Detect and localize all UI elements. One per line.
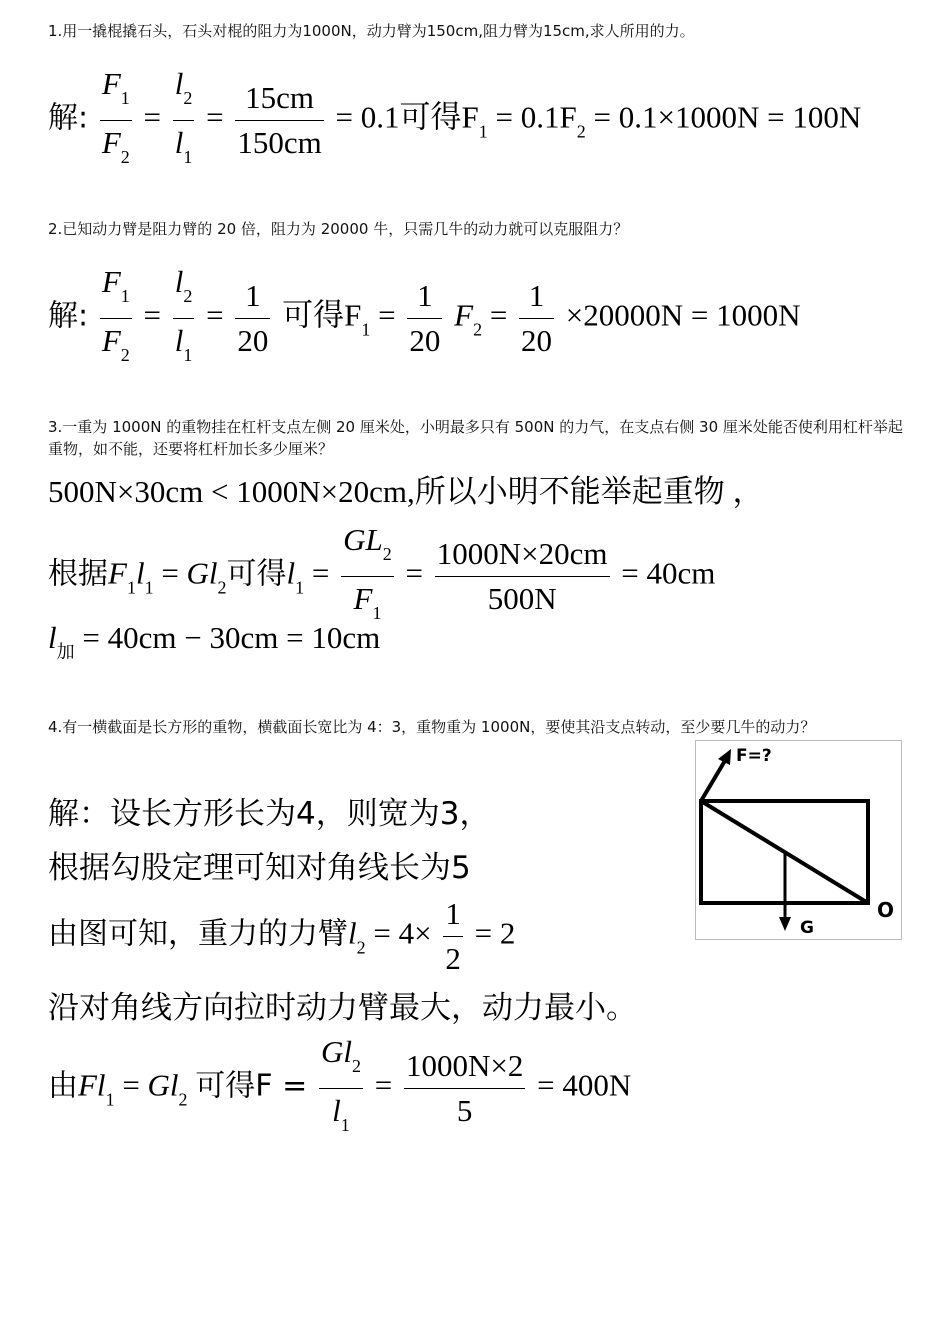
- question-3-line-1: 500N×30cm < 1000N×20cm,所以小明不能举起重物 ，: [48, 474, 764, 509]
- result-tail: = 0.1F: [495, 99, 577, 135]
- question-3-text: 3.一重为 1000N 的重物挂在杠杆支点左侧 20 厘米处，小明最多只有 500N 的力气，在支点右侧 30 厘米处能否使利用杠杆举起重物，如不能，还要将杠杆加长多少厘米？: [48, 418, 903, 458]
- force-label: F=?: [736, 746, 772, 766]
- result-final: = 400N: [537, 1067, 632, 1103]
- question-1-solution: 解: $\frac{F_1}{F_2}$ = $\frac{l_2}{l_1}$ = $\frac{15cm}{150cm}$ = 0.1可得$F_1 = 0.1F_2 = 0.1\times 1000N = 100N$: [48, 62, 861, 179]
- fraction-numerator: 1000N×2: [404, 1044, 525, 1089]
- fraction-denominator: 5: [456, 1093, 473, 1128]
- question-3-line-3: $l_加 = 40cm - 30cm = 10cm$: [48, 620, 381, 663]
- question-2-text: 2.已知动力臂是阻力臂的 20 倍，阻力为 20000 牛，只需几牛的动力就可以克服阻力？: [48, 220, 629, 238]
- gravity-label: G: [800, 918, 814, 938]
- question-4-text: 4.有一横截面是长方形的重物，横截面长宽比为 4：3，重物重为 1000N，要使其沿支点转动，至少要几牛的动力？: [48, 718, 816, 736]
- result-text: 可得F: [282, 297, 362, 333]
- fraction-numerator: 15cm: [235, 76, 323, 121]
- force-arrow-line: [701, 759, 726, 801]
- rectangle-diagram-svg: [696, 741, 901, 939]
- fraction-denominator: 20: [237, 323, 269, 358]
- question-2-solution: 解: $\frac{F_1}{F_2}$ = $\frac{l_2}{l_1}$ = $\frac{1}{20}$ 可得$F_1$ = $\frac{1}{20}$ $F_2$ = $\frac{1}{20}$ ×20000N = 1000N: [48, 260, 801, 377]
- question-4-line-4: 沿对角线方向拉时动力臂最大，动力最小。: [48, 990, 637, 1026]
- result-final: ×20000N = 1000N: [565, 297, 801, 333]
- question-4-line-2: 根据勾股定理可知对角线长为5: [48, 850, 471, 886]
- question-1-text: 1.用一撬棍撬石头，石头对棍的阻力为1000N，动力臂为150cm,阻力臂为15cm,求人所用的力。: [48, 22, 695, 40]
- fraction-numerator: 1: [235, 274, 270, 319]
- result-final: = 0.1×1000N = 100N: [593, 99, 862, 135]
- result-text: = 0.1可得F: [335, 99, 479, 135]
- question-4-line-5: 由$Fl_1 = Gl_2$ 可得F = $\frac{Gl_2}{l_1}$ = $\frac{1000N\times 2}{5}$ = 400N: [48, 1030, 631, 1147]
- question-3-line-2: 根据$F_1l_1 = Gl_2$可得$l_1$ = $\frac{GL_2}{F_1}$ = $\frac{1000N\times 20cm}{500N}$ = 40cm: [48, 518, 715, 635]
- solution-label: 解:: [48, 298, 89, 334]
- result-final: = 40cm: [621, 555, 716, 591]
- solution-label: 解:: [48, 100, 89, 136]
- fraction-denominator: 150cm: [237, 125, 322, 160]
- gravity-arrowhead: [779, 917, 791, 931]
- fraction-denominator: 500N: [487, 581, 557, 616]
- pivot-label: O: [877, 898, 895, 922]
- lever-diagram: [695, 740, 902, 940]
- question-4-line-1: 解：设长方形长为4，则宽为3，: [48, 796, 491, 832]
- question-4-line-3: 由图可知，重力的力臂$l_2 = 4\times$ $\frac{1}{2}$ = 2: [48, 892, 515, 981]
- fraction-numerator: 1000N×20cm: [435, 532, 610, 577]
